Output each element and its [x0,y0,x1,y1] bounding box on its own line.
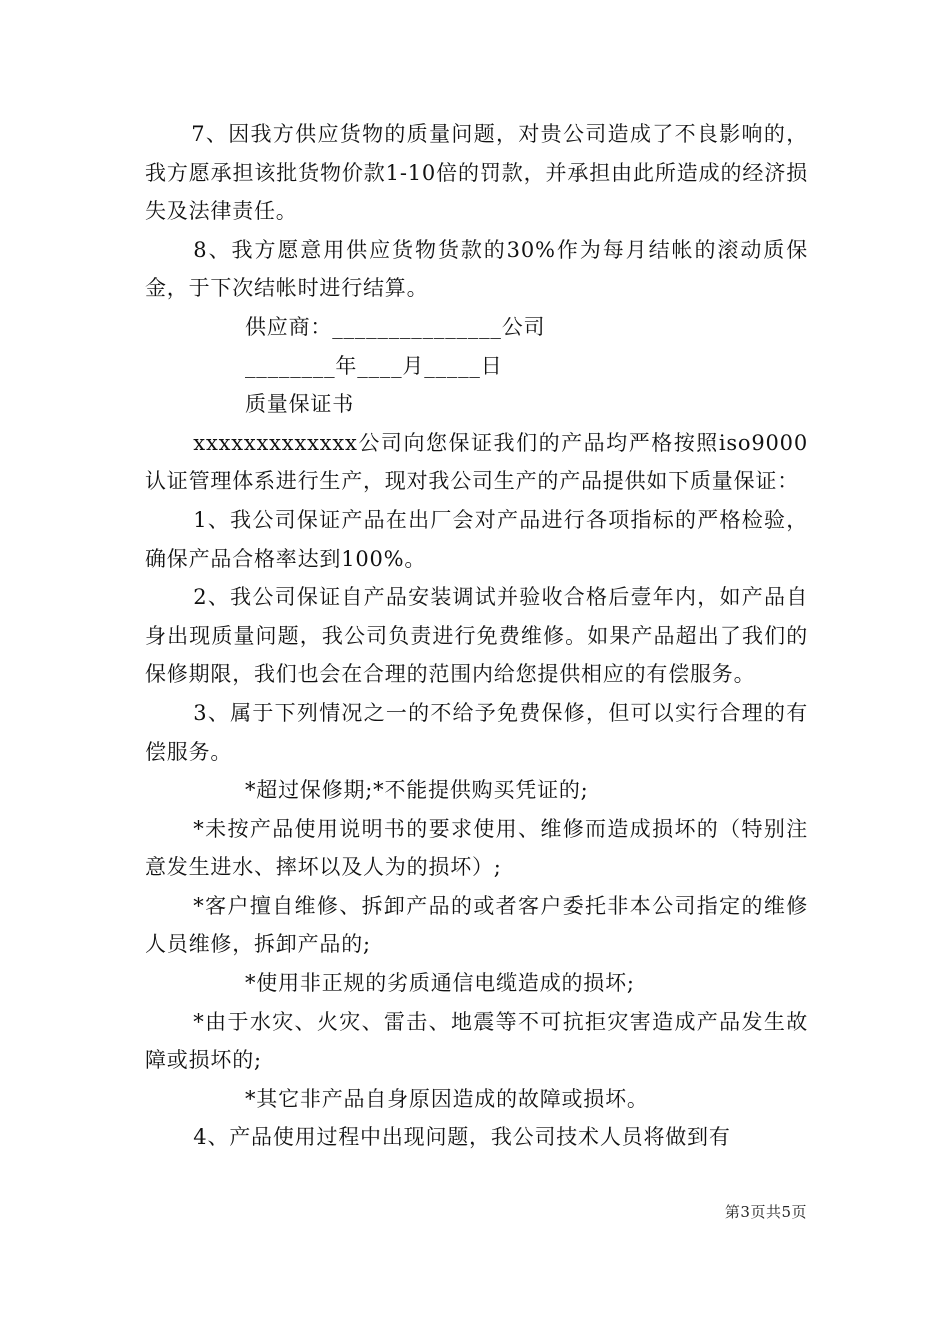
document-body [0,115,950,1157]
paragraph-clause-7: 7、因我方供应货物的质量问题，对贵公司造成了不良影响的，我方愿承担该批货物价款1-10倍的罚款，并承担由此所造成的经济损失及法律责任。 [145,122,808,224]
date-line: ________年____月_____日 [245,353,503,378]
exclusion-4: *使用非正规的劣质通信电缆造成的损坏; [245,971,635,996]
section-title: 质量保证书 [245,392,354,417]
paragraph-intro: xxxxxxxxxxxxx公司向您保证我们的产品均严格按照iso9000认证管理体系进行生产，现对我公司生产的产品提供如下质量保证： [145,430,808,494]
exclusion-5: *由于水灾、火灾、雷击、地震等不可抗拒灾害造成产品发生故障或损坏的; [145,1009,808,1073]
exclusion-6: *其它非产品自身原因造成的故障或损坏。 [245,1086,649,1111]
paragraph-clause-8: 8、我方愿意用供应货物货款的30%作为每月结帐的滚动质保金，于下次结帐时进行结算。 [145,237,808,301]
exclusion-2: *未按产品使用说明书的要求使用、维修而造成损坏的（特别注意发生进水、摔坏以及人为的损坏）; [145,816,808,880]
exclusion-3: *客户擅自维修、拆卸产品的或者客户委托非本公司指定的维修人员维修，拆卸产品的; [145,893,808,957]
paragraph-item-1: 1、我公司保证产品在出厂会对产品进行各项指标的严格检验，确保产品合格率达到100%。 [145,507,808,571]
paragraph-item-2: 2、我公司保证自产品安装调试并验收合格后壹年内，如产品自身出现质量问题，我公司负责进行免费维修。如果产品超出了我们的保修期限，我们也会在合理的范围内给您提供相应的有偿服务。 [145,585,808,687]
exclusion-1: *超过保修期;*不能提供购买凭证的; [245,778,589,803]
supplier-signature-line: 供应商：_______________公司 [245,314,546,339]
paragraph-item-4: 4、产品使用过程中出现问题，我公司技术人员将做到有 [193,1125,731,1150]
paragraph-item-3: 3、属于下列情况之一的不给予免费保修，但可以实行合理的有偿服务。 [145,700,808,764]
page-number: 第3页共5页 [724,1203,807,1221]
